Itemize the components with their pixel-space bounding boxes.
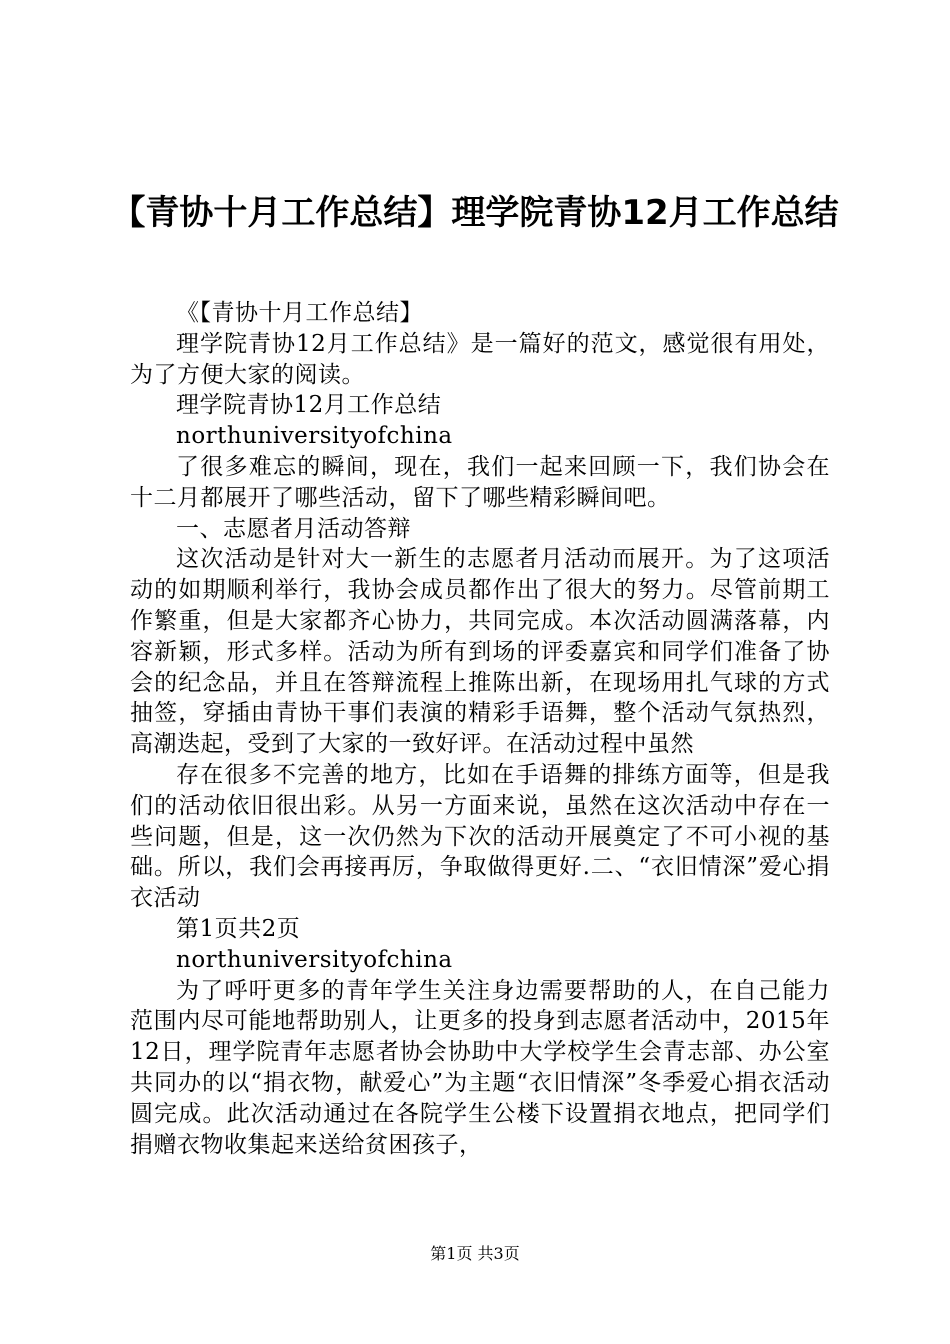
section-heading: 一、志愿者月活动答辩 [176, 515, 411, 542]
paragraph: 了很多难忘的瞬间，现在，我们一起来回顾一下，我们协会在十二月都展开了哪些活动，留下了哪些精彩瞬间吧。 [130, 453, 830, 511]
document-body [130, 298, 830, 1160]
paragraph: 理学院青协12月工作总结》是一篇好的范文，感觉很有用处，为了方便大家的阅读。 [130, 330, 830, 388]
paragraph: northuniversityofchina [176, 946, 453, 973]
paragraph: 《【青协十月工作总结】 [176, 300, 423, 326]
paragraph: northuniversityofchina [176, 423, 453, 450]
page-footer: 第1页 共3页 [430, 1244, 520, 1263]
paragraph: 为了呼吁更多的青年学生关注身边需要帮助的人，在自己能力范围内尽可能地帮助别人，让更多的投身到志愿者活动中，2015年12日，理学院青年志愿者协会协助中大学校学生会青志部、办公室共同办的以“捐衣物，献爱心”为主题“衣旧情深”冬季爱心捐衣活动圆完成。此次活动通过在各院学生公楼下设置捐衣地点，把同学们捐赠衣物收集起来送给贫困孩子， [130, 977, 830, 1158]
paragraph: 存在很多不完善的地方，比如在手语舞的排练方面等，但是我们的活动依旧很出彩。从另一方面来说，虽然在这次活动中存在一些问题，但是，这一次仍然为下次的活动开展奠定了不可小视的基础。所以，我们会再接再厉，争取做得更好.二、“衣旧情深”爱心捐衣活动 [130, 761, 830, 912]
document-title: 【青协十月工作总结】理学院青协12月工作总结 [111, 193, 839, 233]
paragraph: 这次活动是针对大一新生的志愿者月活动而展开。为了这项活动的如期顺利举行，我协会成员都作出了很大的努力。尽管前期工作繁重，但是大家都齐心协力，共同完成。本次活动圆满落幕，内容新颖，形式多样。活动为所有到场的评委嘉宾和同学们准备了协会的纪念品，并且在答辩流程上推陈出新，在现场用扎气球的方式抽签，穿插由青协干事们表演的精彩手语舞，整个活动气氛热烈，高潮迭起，受到了大家的一致好评。在活动过程中虽然 [130, 546, 830, 758]
page-marker: 第1页共2页 [176, 915, 301, 942]
paragraph: 理学院青协12月工作总结 [176, 392, 442, 419]
